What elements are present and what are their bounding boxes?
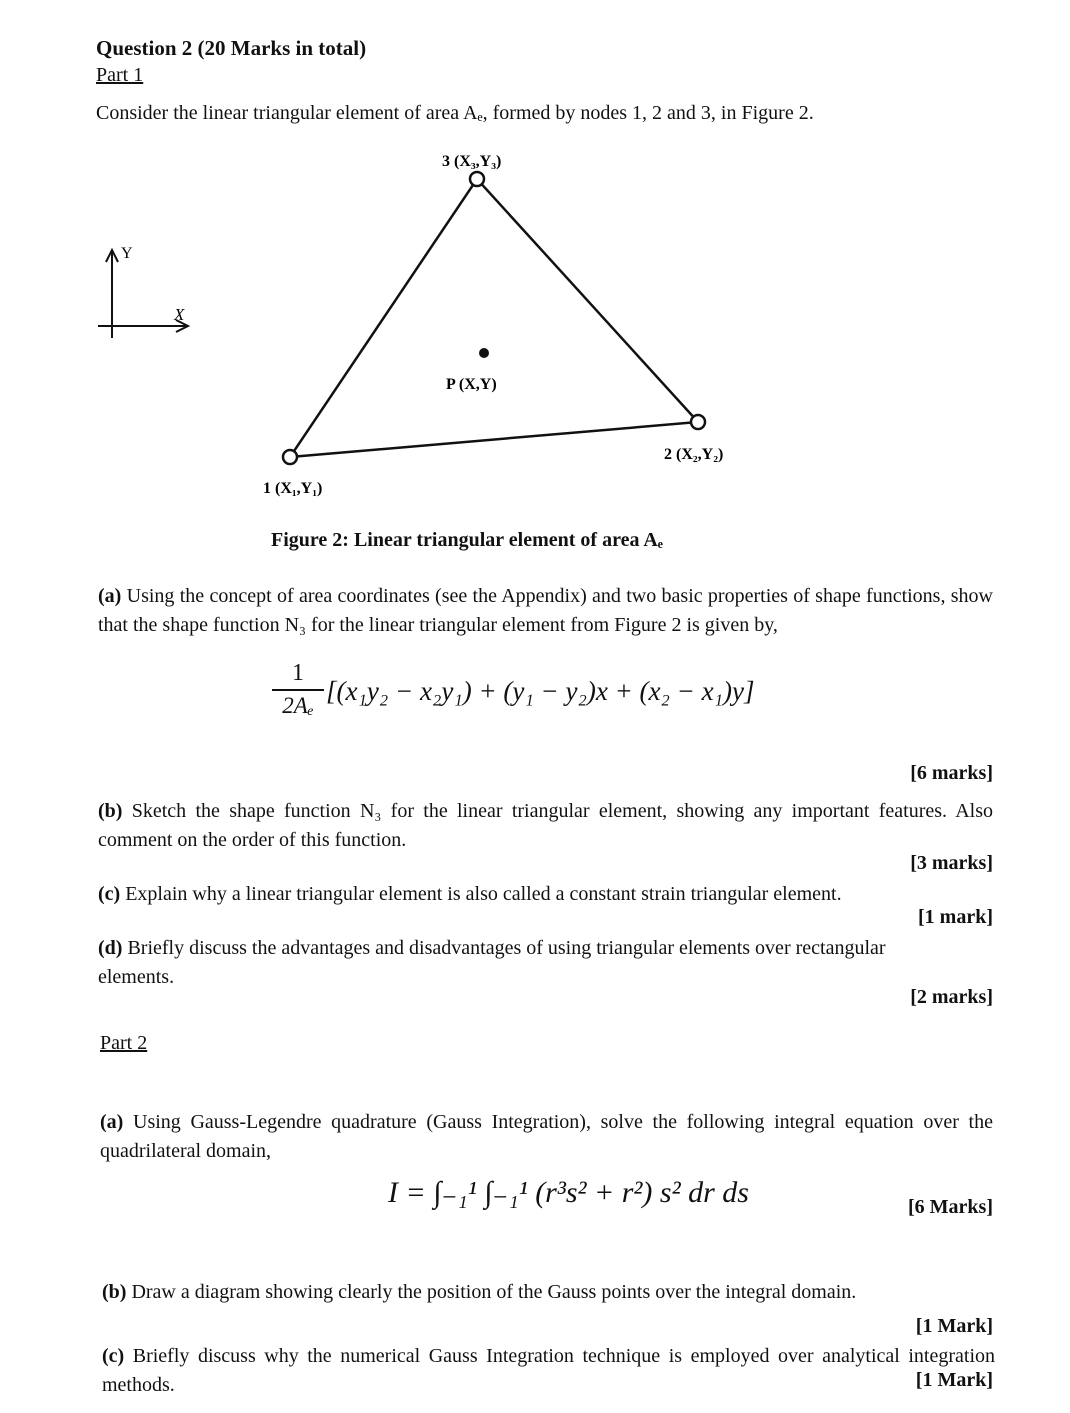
part2-c-tag: (c) [102,1345,125,1367]
part2-a-tag: (a) [100,1111,124,1133]
shape-function-equation [272,660,832,740]
axis-y-label: Y [121,245,133,262]
part1-a-tag: (a) [98,585,122,607]
part1-a-marks: [6 marks] [910,762,993,784]
node-1-label: 1 (X₁,Y₁) [263,480,323,497]
eq-numerator: 1 [292,660,304,686]
triangle-figure [0,0,1070,560]
node-2-label: 2 (X₂,Y₂) [664,446,724,463]
part1-b-marks: [3 marks] [910,852,993,874]
figure-caption: Figure 2: Linear triangular element of area Aₑ [271,529,663,551]
part1-c-marks: [1 mark] [918,906,993,928]
node-2-icon [691,415,705,429]
part2-b-text [102,1278,856,1307]
part2-c-body: Briefly discuss why the numerical Gauss Integration technique is employed over analytical integration methods. [102,1345,996,1396]
triangle-element [290,179,698,457]
part2-a-text [100,1108,993,1166]
part1-a-text [98,582,993,640]
part2-c-text [102,1342,995,1400]
node-3-icon [470,172,484,186]
part1-b-text [98,797,993,855]
point-p-label: P (X,Y) [446,376,497,393]
part1-c-text [98,880,842,909]
part1-d-body: Briefly discuss the advantages and disadvantages of using triangular elements over rectangular elements. [98,937,886,988]
part1-d-tag: (d) [98,937,123,959]
part1-c-tag: (c) [98,883,121,905]
question-title: Question 2 (20 Marks in total) [96,36,367,60]
part2-b-marks: [1 Mark] [915,1315,993,1337]
gauss-integral-equation: I = ∫₋₁¹ ∫₋₁¹ (r³s² + r²) s² dr ds [388,1176,749,1209]
part1-intro: Consider the linear triangular element of area Aₑ, formed by nodes 1, 2 and 3, in Figure 2. [96,102,814,124]
part2-a-marks: [6 Marks] [908,1196,993,1218]
eq-body: [(x₁y₂ − x₂y₁) + (y₁ − y₂)x + (x₂ − x₁)y] [326,676,755,706]
point-p-icon [479,348,489,358]
part1-a-body: Using the concept of area coordinates (see the Appendix) and two basic properties of shape functions, show that the shape function N₃ for the linear triangular element from Figure 2 is given by, [98,585,994,636]
part2-b-tag: (b) [102,1281,127,1303]
part2-c-marks: [1 Mark] [915,1369,993,1391]
part1-c-body: Explain why a linear triangular element is also called a constant strain triangular element. [125,883,842,905]
node-1-icon [283,450,297,464]
part2-a-body: Using Gauss-Legendre quadrature (Gauss Integration), solve the following integral equation over the quadrilateral domain, [100,1111,993,1162]
axis-x-label: X [174,305,185,324]
part2-label: Part 2 [100,1032,148,1054]
axis-icon [98,250,188,338]
part1-label: Part 1 [96,64,144,86]
part2-b-body: Draw a diagram showing clearly the position of the Gauss points over the integral domain. [131,1281,857,1303]
part1-b-tag: (b) [98,800,123,822]
eq-denominator: 2Aₑ [282,693,314,718]
part1-d-text [98,934,913,992]
part1-b-body: Sketch the shape function N₃ for the linear triangular element, showing any important features. Also comment on the order of this function. [98,800,993,851]
part1-d-marks: [2 marks] [910,986,993,1008]
node-3-label: 3 (X₃,Y₃) [442,153,502,170]
